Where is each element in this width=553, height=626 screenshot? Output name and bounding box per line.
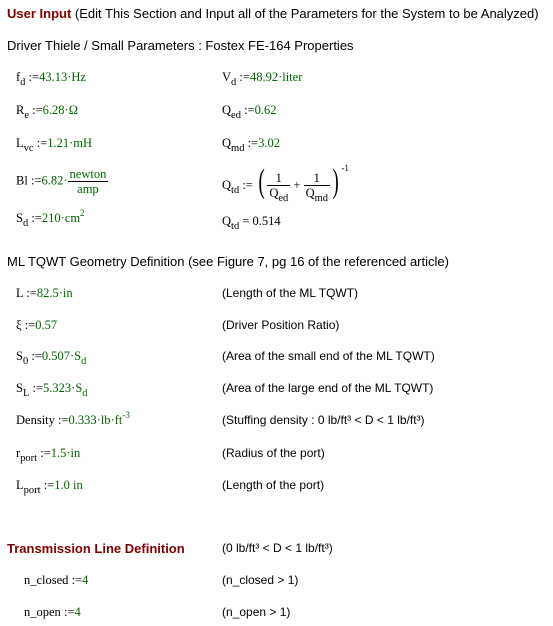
qed-param[interactable]: $Q_{ed}$ :=0.62 xyxy=(222,103,277,121)
n-open-param[interactable]: n_open :=4 xyxy=(24,605,81,619)
bl-unit-fraction: $\frac{\text{newton}}{\text{amp}}$ xyxy=(69,167,107,196)
header-bold: User Input xyxy=(7,6,72,21)
qed-fraction: $\frac{1}{Q_{ed}}$ xyxy=(269,170,289,204)
section-header xyxy=(7,6,539,21)
vd-param[interactable]: $V_d$ :=48.92·liter xyxy=(222,70,303,88)
length-param[interactable]: L :=82.5·in xyxy=(16,286,73,300)
small-end-area-param[interactable]: $S_0$ $:=0.507\cdot S_d$ xyxy=(16,349,87,367)
qtd-formula[interactable]: $Q_{td}$ := ( $\frac{1}{Q_{ed}}$ + $\frac{1}{Q_{md}}$ ) $^{-1}$ xyxy=(222,163,349,204)
driver-section-title: Driver Thiele / Small Parameters : Fostex FE-164 Properties xyxy=(7,38,354,53)
density-comment: (Stuffing density : 0 lb/ft³ < D < 1 lb/ft³) xyxy=(222,413,425,427)
right-paren: ) xyxy=(332,163,339,200)
n-open-comment: (n_open > 1) xyxy=(222,605,291,619)
port-radius-param[interactable]: $r_{port}$ :=1.5·in xyxy=(16,446,81,464)
re-param[interactable]: $R_e$ :=6.28·Ω xyxy=(16,103,78,121)
port-radius-comment: (Radius of the port) xyxy=(222,446,325,460)
position-ratio-comment: (Driver Position Ratio) xyxy=(222,318,340,332)
qmd-fraction: $\frac{1}{Q_{md}}$ xyxy=(305,170,329,204)
small-end-area-comment: (Area of the small end of the ML TQWT) xyxy=(222,349,435,363)
tl-section-comment: (0 lb/ft³ < D < 1 lb/ft³) xyxy=(222,541,333,555)
n-closed-param[interactable]: n_closed :=4 xyxy=(24,573,89,587)
qtd-result: $Q_{td} = 0.514$ xyxy=(222,214,281,232)
fd-param[interactable]: $f_d$ :=43.13·Hz xyxy=(16,70,86,88)
tl-section-title: Transmission Line Definition xyxy=(7,541,185,556)
bl-param[interactable]: Bl :=6.82· $\frac{\text{newton}}{\text{amp}}$ xyxy=(16,167,107,196)
geometry-section-title: ML TQWT Geometry Definition (see Figure 7, pg 16 of the referenced article) xyxy=(7,254,449,269)
n-closed-comment: (n_closed > 1) xyxy=(222,573,299,587)
sd-param[interactable]: $S_d$ $:=210\cdot cm^2$ xyxy=(16,208,85,229)
port-length-comment: (Length of the port) xyxy=(222,478,325,492)
position-ratio-param[interactable]: ξ :=0.57 xyxy=(16,318,58,332)
density-param[interactable]: Density $:=0.333\cdot lb\cdot ft^{-3}$ xyxy=(16,410,130,427)
length-comment: (Length of the ML TQWT) xyxy=(222,286,359,300)
lvc-param[interactable]: $L_{vc}$ :=1.21·mH xyxy=(16,136,93,154)
qmd-param[interactable]: $Q_{md}$ :=3.02 xyxy=(222,136,280,154)
large-end-area-comment: (Area of the large end of the ML TQWT) xyxy=(222,381,434,395)
port-length-param[interactable]: $L_{port}$ :=1.0 in xyxy=(16,478,83,496)
left-paren: ( xyxy=(258,163,265,200)
large-end-area-param[interactable]: $S_L$ $:=5.323\cdot S_d$ xyxy=(16,381,88,399)
header-text: (Edit This Section and Input all of the Parameters for the System to be Analyzed) xyxy=(71,6,539,21)
